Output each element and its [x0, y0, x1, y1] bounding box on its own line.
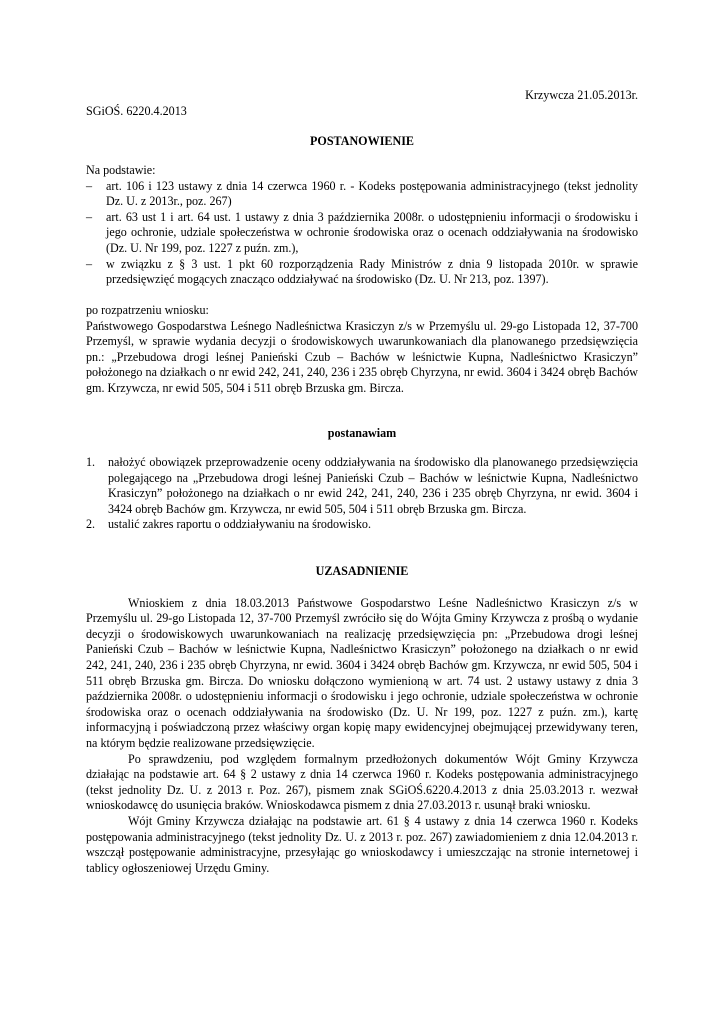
- decision-item-number: 1.: [86, 455, 96, 469]
- decision-item-number: 2.: [86, 517, 96, 532]
- justification-section: [86, 580, 638, 876]
- justification-paragraph: Wnioskiem z dnia 18.03.2013 Państwowe Gospodarstwo Leśne Nadleśnictwo Krasiczyn z/s w Przemyślu ul. 29-go Listopada 12, 37-700 Przemyśl zwróciło się do Wójta Gminy Krzywcza z prośbą o wydanie decyzji o środowiskowych uwarunkowaniach na realizację przedsięwzięcia pn: „Przebudowa drogi leśnej Panieński Czub – Bachów w leśnictwie Kupna, Nadleśnictwo Krasiczyn” położonego na działkach o nr ewid 242, 241, 240, 236 i 235 obręb Chyrzyna, nr ewid. 3604 i 3424 obręb Bachów gm. Krzywcza, nr ewid 505, 504 i 511 obręb Brzuska gm. Bircza. Do wniosku dołączono wymienioną w art. 74 ust. 2 ustawy ustawy z dnia 3 października 2008r. o udostępnieniu informacji o środowisku i jego ochronie, udziale społeczeństwa w ochronie środowiska oraz o ocenach oddziaływania na środowisko (Dz. U. Nr 199, poz. 1227 z puźn. zm.), kartę informacyjną i poświadczoną przez właściwy organ kopię mapy ewidencyjnej obejmującej przewidywany teren, na którym będzie realizowane przedsięwzięcie.: [86, 595, 638, 750]
- case-signature: SGiOŚ. 6220.4.2013: [86, 104, 187, 118]
- place-date: Krzywcza 21.05.2013r.: [525, 88, 638, 102]
- review-text: Państwowego Gospodarstwa Leśnego Nadleśnictwa Krasiczyn z/s w Przemyślu ul. 29-go Listopada 12, 37-700 Przemyśl, w sprawie wydania decyzji o środowiskowych uwarunkowaniach dla planowanego przedsięwzięcia pn.: „Przebudowa drogi leśnej Panieński Czub – Bachów w leśnictwie Kupna, Nadleśnictwo Krasiczyn” położonego na działkach o nr ewid 242, 241, 240, 236 i 235 obręb Chyrzyna, nr ewid. 3604 i 3424 obręb Bachów gm. Krzywcza, nr ewid 505, 504 i 511 obręb Brzuska gm. Bircza.: [86, 318, 638, 395]
- decision-heading: postanawiam: [327, 426, 397, 440]
- document-title: POSTANOWIENIE: [310, 134, 414, 148]
- decision-list: [86, 455, 638, 533]
- decision-item-text: nałożyć obowiązek przeprowadzenie oceny oddziaływania na środowisko dla planowanego przedsięwzięcia polegającego na „Przebudowa drogi leśnej Panieński Czub – Bachów w leśnictwie Kupna, Nadleśnictwo Krasiczyn” położonego na działkach o nr ewid 242, 241, 240, 236 i 235 obręb Chyrzyna, nr ewid. 3604 i 3424 obręb Bachów gm. Krzywcza, nr ewid 505, 504 i 511 obręb Brzuska gm. Bircza.: [108, 455, 638, 516]
- decision-section: [86, 455, 638, 533]
- justification-paragraph: Po sprawdzeniu, pod względem formalnym przedłożonych dokumentów Wójt Gminy Krzywcza działając na podstawie art. 64 § 2 ustawy z dnia 14 czerwca 1960 r. Kodeks postępowania administracyjnego (tekst jednolity Dz. U. z 2013 r. Poz. 267), pismem znak SGiOŚ.6220.4.2013 z dnia 25.03.2013 r. wezwał wnioskodawcę do usunięcia braków. Wnioskodawca pismem z dnia 27.03.2013 r. usunął braki wniosku.: [86, 751, 638, 813]
- legal-basis-section: [86, 163, 638, 288]
- review-intro: po rozpatrzeniu wniosku:: [86, 303, 209, 317]
- legal-basis-item: – art. 106 i 123 ustawy z dnia 14 czerwca 1960 r. - Kodeks postępowania administracyjnego (tekst jednolity Dz. U. z 2013r., poz. 267): [86, 179, 638, 210]
- legal-basis-list: [86, 179, 638, 288]
- decision-item-text: ustalić zakres raportu o oddziaływaniu na środowisko.: [108, 517, 371, 532]
- review-section: [86, 303, 638, 397]
- justification-paragraph: Wójt Gminy Krzywcza działając na podstawie art. 61 § 4 ustawy z dnia 14 czerwca 1960 r. Kodeks postępowania administracyjnego (tekst jednolity Dz. U. z 2013 r. poz. 267) zawiadomieniem z dnia 12.04.2013 r. wszczął postępowanie administracyjne, przesyłając go wnioskodawcy i umieszczając na stronie internetowej i tablicy ogłoszeniowej Urzędu Gminy.: [86, 813, 638, 875]
- decision-item: [86, 455, 638, 517]
- decision-item: [86, 517, 638, 533]
- legal-basis-intro: Na podstawie:: [86, 163, 156, 177]
- legal-basis-item: – w związku z § 3 ust. 1 pkt 60 rozporządzenia Rady Ministrów z dnia 9 listopada 2010r. w sprawie przedsięwzięć mogących znacząco oddziaływać na środowisko (Dz. U. Nr 213, poz. 1397).: [86, 257, 638, 288]
- legal-basis-item: – art. 63 ust 1 i art. 64 ust. 1 ustawy z dnia 3 października 2008r. o udostępnieniu informacji o środowisku i jego ochronie, udziale społeczeństwa w ochronie środowiska oraz o ocenach oddziaływania na środowisko (Dz. U. Nr 199, poz. 1227 z puźn. zm.),: [86, 210, 638, 257]
- justification-heading: UZASADNIENIE: [315, 564, 409, 578]
